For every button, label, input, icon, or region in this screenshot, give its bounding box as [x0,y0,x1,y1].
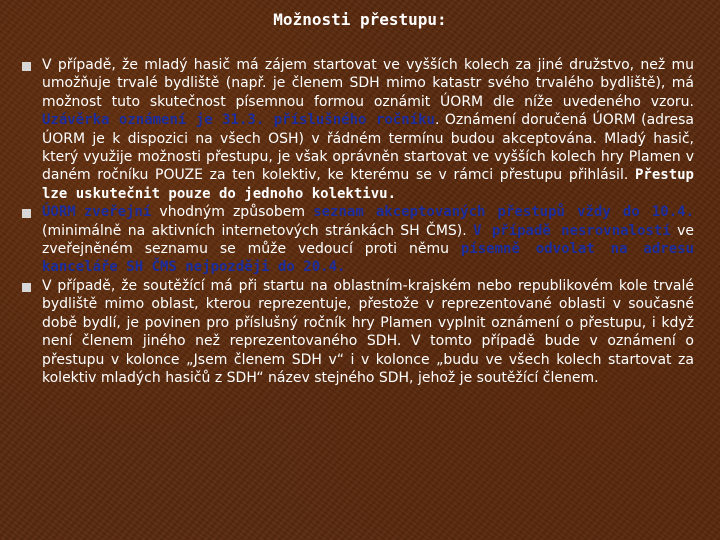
bullet-item-3 [22,277,694,387]
bullet-2-uorm-highlight: ÚORM [42,204,76,221]
square-bullet-icon [22,283,31,292]
square-bullet-icon [22,62,31,71]
bullet-2-space [76,204,84,220]
bullet-2-discrepancy-highlight: V případě nesrovnalostí [473,222,671,239]
bullet-2-publish-highlight: zveřejní [83,204,152,221]
square-bullet-icon [22,209,31,218]
slide-title: Možnosti přestupu: [273,10,447,29]
bullet-item-1 [22,56,694,203]
bullet-1-deadline-highlight: Uzávěrka oznámení je 31.3. příslušného ročníku [42,112,435,129]
bullet-2-list-deadline-highlight: seznam akceptovaných přestupů vždy do 10.4. [313,204,694,221]
bullet-2-appeal-highlight: písemně odvolat na adresu kanceláře SH ČMS nejpozději do 20.4. [42,241,694,276]
bullet-1-text-2: . Oznámení doručená ÚORM (adresa ÚORM je k dispozici na všech OSH) v řádném termínu budou akceptována. Mladý hasič, který využije možnosti přestupu, je však oprávněn startovat ve vyšších kolech hry Plamen v daném ročníku POUZE za ten kolektiv, ke kterému se v rámci přestupu přihlásil. [42,112,694,184]
bullet-3-text: V případě, že soutěžící má při startu na oblastním-krajském nebo republikovém kole trvalé bydliště mimo oblast, kterou reprezentuje, přestože v reprezentované oblasti v současné době bydlí, je povinen pro příslušný ročník hry Plamen vyplnit oznámení o přestupu, i když není členem jiného než reprezentovaného SDH. V tomto případě bude v oznámení o přestupu v kolonce „Jsem členem SDH v“ i v kolonce „budu ve všech kolech startovat za kolektiv mladých hasičů z SDH“ název stejného SDH, jehož je soutěžící členem. [42,277,694,386]
bullet-1-text-1: V případě, že mladý hasič má zájem startovat ve vyšších kolech za jiné družstvo, než mu umožňuje trvalé bydliště (např. je členem SDH mimo katastr svého trvalého bydliště), má možnost tuto skutečnost písemnou formou oznámit ÚORM dle níže uvedeného vzoru. [42,57,694,110]
bullet-2-text-1: vhodným způsobem [151,204,314,221]
bullet-1-single-collective-note: Přestup lze uskutečnit pouze do jednoho kolektivu. [42,167,694,202]
bullet-list [22,56,694,387]
bullet-2-text-2: (minimálně na aktivních internetových stránkách SH ČMS). [42,222,474,239]
bullet-item-2 [22,203,694,277]
bullet-2-text-3: ve zveřejněném seznamu se může vedoucí proti němu [42,222,694,258]
